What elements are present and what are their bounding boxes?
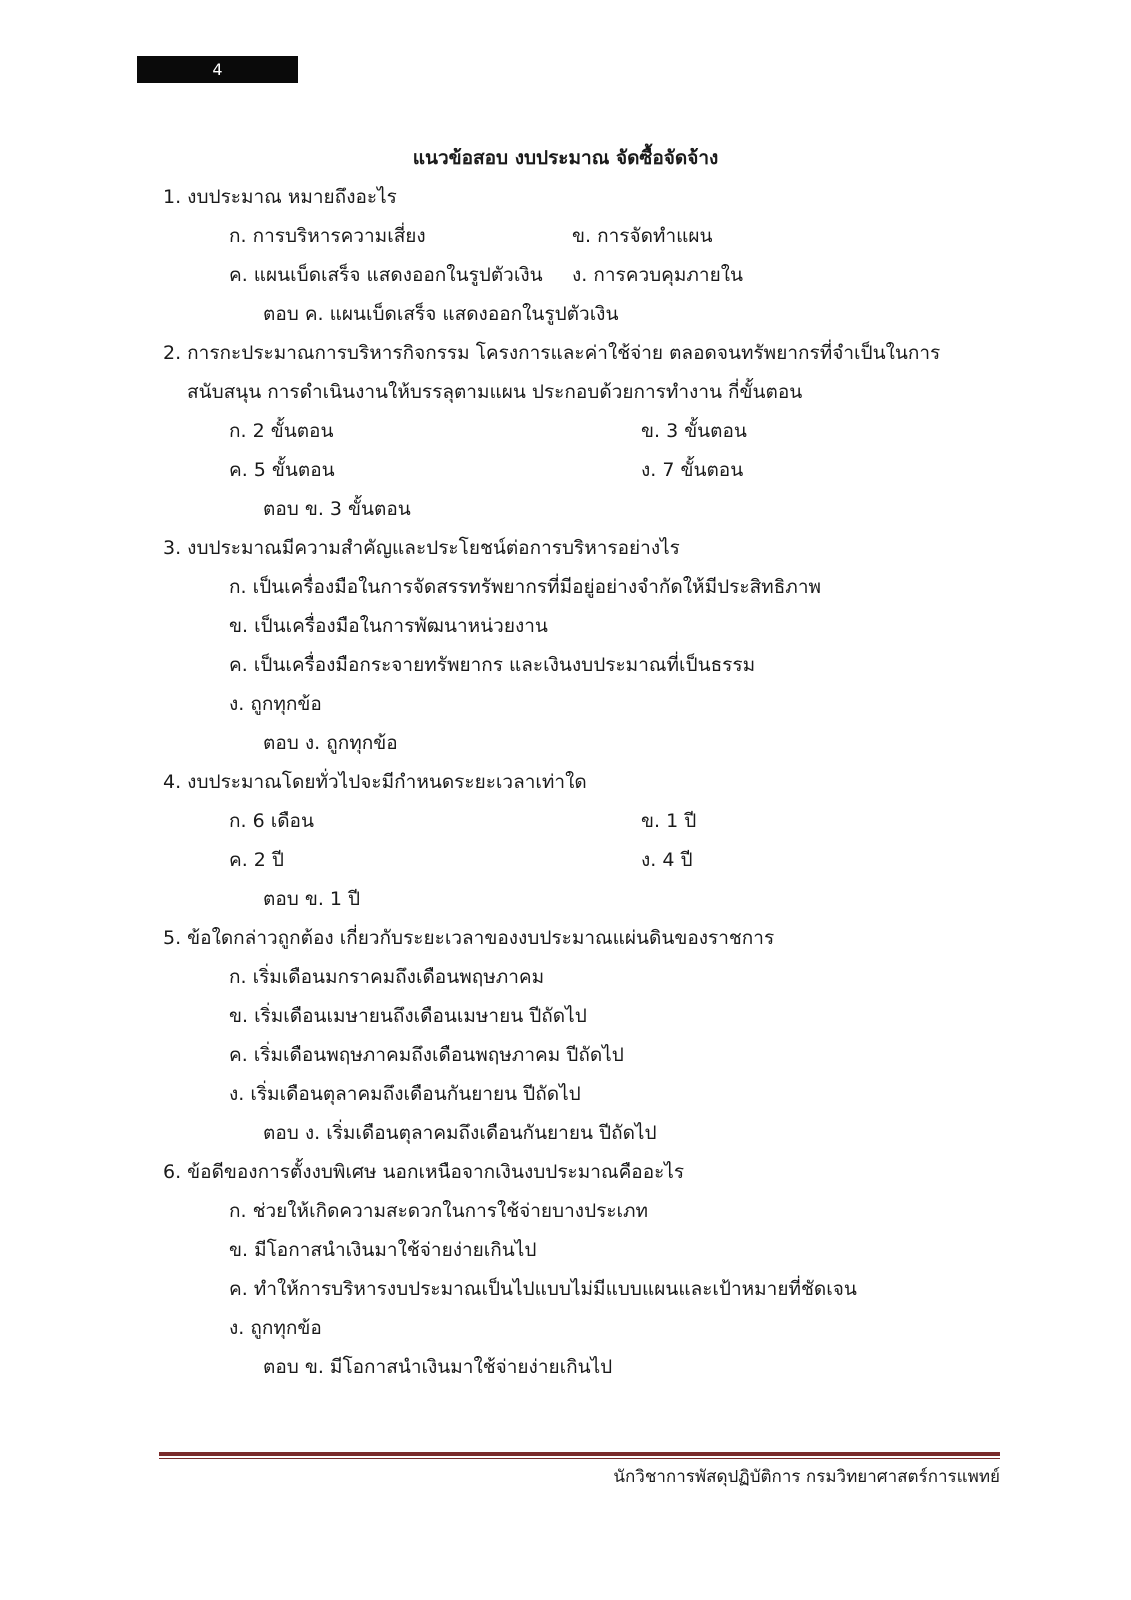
question-6-stem: 6. ข้อดีของการตั้งงบพิเศษ นอกเหนือจากเงินงบประมาณคืออะไร bbox=[163, 1161, 685, 1183]
question-1-option-d: ง. การควบคุมภายใน bbox=[572, 264, 743, 286]
question-5-option-c: ค. เริ่มเดือนพฤษภาคมถึงเดือนพฤษภาคม ปีถัดไป bbox=[229, 1044, 624, 1066]
footer-divider-thick bbox=[159, 1452, 1000, 1456]
question-4-answer: ตอบ ข. 1 ปี bbox=[263, 888, 361, 910]
question-2-option-c: ค. 5 ขั้นตอน bbox=[229, 459, 335, 481]
question-2-option-a: ก. 2 ขั้นตอน bbox=[229, 420, 334, 442]
question-2-stem-line-1: 2. การกะประมาณการบริหารกิจกรรม โครงการและค่าใช้จ่าย ตลอดจนทรัพยากรที่จำเป็นในการ bbox=[163, 342, 941, 364]
question-5-option-b: ข. เริ่มเดือนเมษายนถึงเดือนเมษายน ปีถัดไป bbox=[229, 1005, 587, 1027]
question-6-option-b: ข. มีโอกาสนำเงินมาใช้จ่ายง่ายเกินไป bbox=[229, 1239, 537, 1261]
question-3-option-a: ก. เป็นเครื่องมือในการจัดสรรทรัพยากรที่มีอยู่อย่างจำกัดให้มีประสิทธิภาพ bbox=[229, 576, 822, 598]
question-5-answer: ตอบ ง. เริ่มเดือนตุลาคมถึงเดือนกันยายน ปีถัดไป bbox=[263, 1122, 657, 1144]
footer-divider-thin bbox=[159, 1458, 1000, 1459]
document-title: แนวข้อสอบ งบประมาณ จัดซื้อจัดจ้าง bbox=[412, 147, 719, 169]
question-3-option-d: ง. ถูกทุกข้อ bbox=[229, 693, 322, 715]
question-4-stem: 4. งบประมาณโดยทั่วไปจะมีกำหนดระยะเวลาเท่าใด bbox=[163, 771, 587, 793]
question-5-option-d: ง. เริ่มเดือนตุลาคมถึงเดือนกันยายน ปีถัดไป bbox=[229, 1083, 581, 1105]
question-4-option-d: ง. 4 ปี bbox=[641, 849, 693, 871]
question-3-stem: 3. งบประมาณมีความสำคัญและประโยชน์ต่อการบริหารอย่างไร bbox=[163, 537, 680, 559]
question-2-stem-line-2: สนับสนุน การดำเนินงานให้บรรลุตามแผน ประกอบด้วยการทำงาน กี่ขั้นตอน bbox=[187, 381, 803, 403]
question-6-option-c: ค. ทำให้การบริหารงบประมาณเป็นไปแบบไม่มีแบบแผนและเป้าหมายที่ชัดเจน bbox=[229, 1278, 857, 1300]
question-4-option-a: ก. 6 เดือน bbox=[229, 810, 314, 832]
footer-text: นักวิชาการพัสดุปฏิบัติการ กรมวิทยาศาสตร์การแพทย์ bbox=[613, 1467, 1000, 1487]
question-6-answer: ตอบ ข. มีโอกาสนำเงินมาใช้จ่ายง่ายเกินไป bbox=[263, 1356, 613, 1378]
question-5-stem: 5. ข้อใดกล่าวถูกต้อง เกี่ยวกับระยะเวลาของงบประมาณแผ่นดินของราชการ bbox=[163, 927, 775, 949]
question-1-answer: ตอบ ค. แผนเบ็ดเสร็จ แสดงออกในรูปตัวเงิน bbox=[263, 303, 619, 325]
question-3-answer: ตอบ ง. ถูกทุกข้อ bbox=[263, 732, 398, 754]
question-1-option-b: ข. การจัดทำแผน bbox=[572, 225, 713, 247]
question-6-option-a: ก. ช่วยให้เกิดความสะดวกในการใช้จ่ายบางประเภท bbox=[229, 1200, 649, 1222]
question-3-option-b: ข. เป็นเครื่องมือในการพัฒนาหน่วยงาน bbox=[229, 615, 548, 637]
question-4-option-b: ข. 1 ปี bbox=[641, 810, 697, 832]
question-1-stem: 1. งบประมาณ หมายถึงอะไร bbox=[163, 186, 397, 208]
question-4-option-c: ค. 2 ปี bbox=[229, 849, 284, 871]
question-2-answer: ตอบ ข. 3 ขั้นตอน bbox=[263, 498, 411, 520]
question-6-option-d: ง. ถูกทุกข้อ bbox=[229, 1317, 322, 1339]
question-2-option-b: ข. 3 ขั้นตอน bbox=[641, 420, 747, 442]
question-1-option-c: ค. แผนเบ็ดเสร็จ แสดงออกในรูปตัวเงิน bbox=[229, 264, 543, 286]
question-5-option-a: ก. เริ่มเดือนมกราคมถึงเดือนพฤษภาคม bbox=[229, 966, 545, 988]
question-1-option-a: ก. การบริหารความเสี่ยง bbox=[229, 225, 426, 247]
question-2-option-d: ง. 7 ขั้นตอน bbox=[641, 459, 744, 481]
question-3-option-c: ค. เป็นเครื่องมือกระจายทรัพยากร และเงินงบประมาณที่เป็นธรรม bbox=[229, 654, 756, 676]
page-number-badge: 4 bbox=[137, 56, 298, 83]
